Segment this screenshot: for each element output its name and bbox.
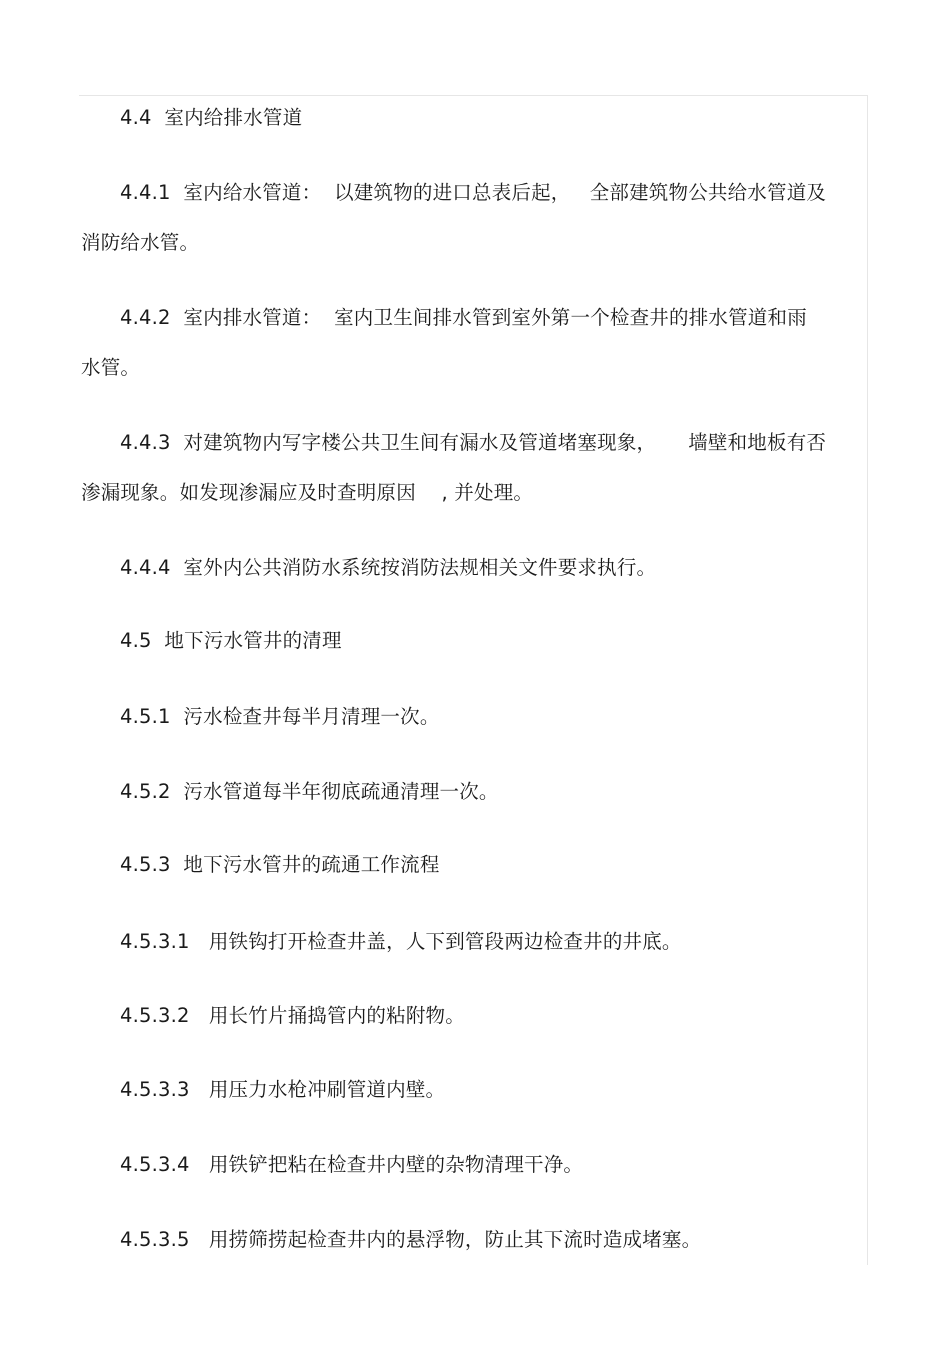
step-4-5-3-3: 4.5.3.3 用压力水枪冲刷管道内壁。 [120,1078,446,1101]
paragraph-4-5-3: 4.5.3 地下污水管井的疏通工作流程 [120,853,440,876]
step-4-5-3-5: 4.5.3.5 用捞筛捞起检查井内的悬浮物，防止其下流时造成堵塞。 [120,1228,702,1251]
paragraph-4-4-2-cont: 水管。 [81,356,141,379]
step-4-5-3-1: 4.5.3.1 用铁钩打开检查井盖，人下到管段两边检查井的井底。 [120,930,682,953]
step-4-5-3-4: 4.5.3.4 用铁铲把粘在检查井内壁的杂物清理干净。 [120,1153,584,1176]
paragraph-4-5-1: 4.5.1 污水检查井每半月清理一次。 [120,705,440,728]
paragraph-4-4-3-cont: 渗漏现象。如发现渗漏应及时查明原因 , 并处理。 [81,481,534,504]
paragraph-4-4-2: 4.4.2 室内排水管道： 室内卫生间排水管到室外第一个检查井的排水管道和雨 [120,306,807,329]
step-4-5-3-2: 4.5.3.2 用长竹片捅捣管内的粘附物。 [120,1004,465,1027]
paragraph-4-4-4: 4.4.4 室外内公共消防水系统按消防法规相关文件要求执行。 [120,556,657,579]
paragraph-4-4-1: 4.4.1 室内给水管道： 以建筑物的进口总表后起， 全部建筑物公共给水管道及 [120,181,827,204]
paragraph-4-4-1-cont: 消防给水管。 [81,231,200,254]
heading-4-5: 4.5 地下污水管井的清理 [120,629,342,652]
heading-4-4: 4.4 室内给排水管道 [120,106,303,129]
paragraph-4-5-2: 4.5.2 污水管道每半年彻底疏通清理一次。 [120,780,499,803]
paragraph-4-4-3: 4.4.3 对建筑物内写字楼公共卫生间有漏水及管道堵塞现象， 墙壁和地板有否 [120,431,827,454]
